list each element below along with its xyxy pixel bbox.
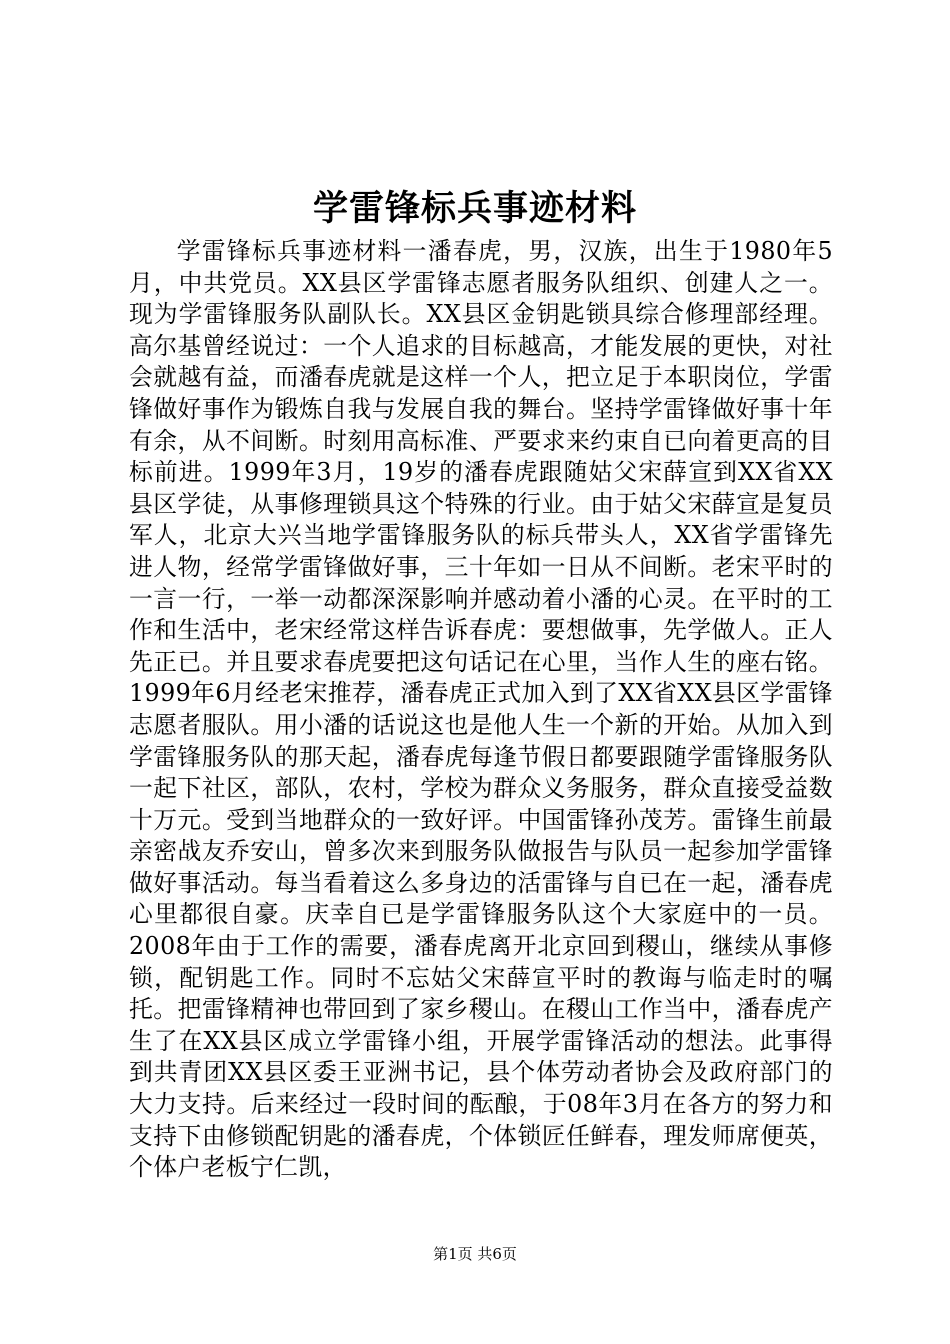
document-title: 学雷锋标兵事迹材料 [312,188,637,229]
document-body-paragraph: 学雷锋标兵事迹材料一潘春虎，男，汉族，出生于1980年5月，中共党员。XX县区学雷锋志愿者服务队组织、创建人之一。现为学雷锋服务队副队长。XX县区金钥匙锁具综合修理部经理。高尔基曾经说过：一个人追求的目标越高，才能发展的更快，对社会就越有益，而潘春虎就是这样一个人，把立足于本职岗位，学雷锋做好事作为锻炼自我与发展自我的舞台。坚持学雷锋做好事十年有余，从不间断。时刻用高标准、严要求来约束自已向着更高的目标前进。1999年3月，19岁的潘春虎跟随姑父宋薛宣到XX省XX县区学徒，从事修理锁具这个特殊的行业。由于姑父宋薛宣是复员军人，北京大兴当地学雷锋服务队的标兵带头人，XX省学雷锋先进人物，经常学雷锋做好事，三十年如一日从不间断。老宋平时的一言一行，一举一动都深深影响并感动着小潘的心灵。在平时的工作和生活中，老宋经常这样告诉春虎：要想做事，先学做人。正人先正已。并且要求春虎要把这句话记在心里，当作人生的座右铭。1999年6月经老宋推荐，潘春虎正式加入到了XX省XX县区学雷锋志愿者服队。用小潘的话说这也是他人生一个新的开始。从加入到学雷锋服务队的那天起，潘春虎每逢节假日都要跟随学雷锋服务队一起下社区，部队，农村，学校为群众义务服务，群众直接受益数十万元。受到当地群众的一致好评。中国雷锋孙茂芳。雷锋生前最亲密战友乔安山，曾多次来到服务队做报告与队员一起参加学雷锋做好事活动。每当看着这么多身边的活雷锋与自已在一起，潘春虎心里都很自豪。庆幸自已是学雷锋服务队这个大家庭中的一员。2008年由于工作的需要，潘春虎离开北京回到稷山，继续从事修锁，配钥匙工作。同时不忘姑父宋薛宣平时的教诲与临走时的嘱托。把雷锋精神也带回到了家乡稷山。在稷山工作当中，潘春虎产生了在XX县区成立学雷锋小组，开展学雷锋活动的想法。此事得到共青团XX县区委王亚洲书记，县个体劳动者协会及政府部门的大力支持。后来经过一段时间的酝酿，于08年3月在各方的努力和支持下由修锁配钥匙的潘春虎，个体锁匠任鲜春，理发师席便英，个体户老板宁仁凯， [129,237,833,1182]
page-number-footer: 第1页 共6页 [433,1245,517,1263]
